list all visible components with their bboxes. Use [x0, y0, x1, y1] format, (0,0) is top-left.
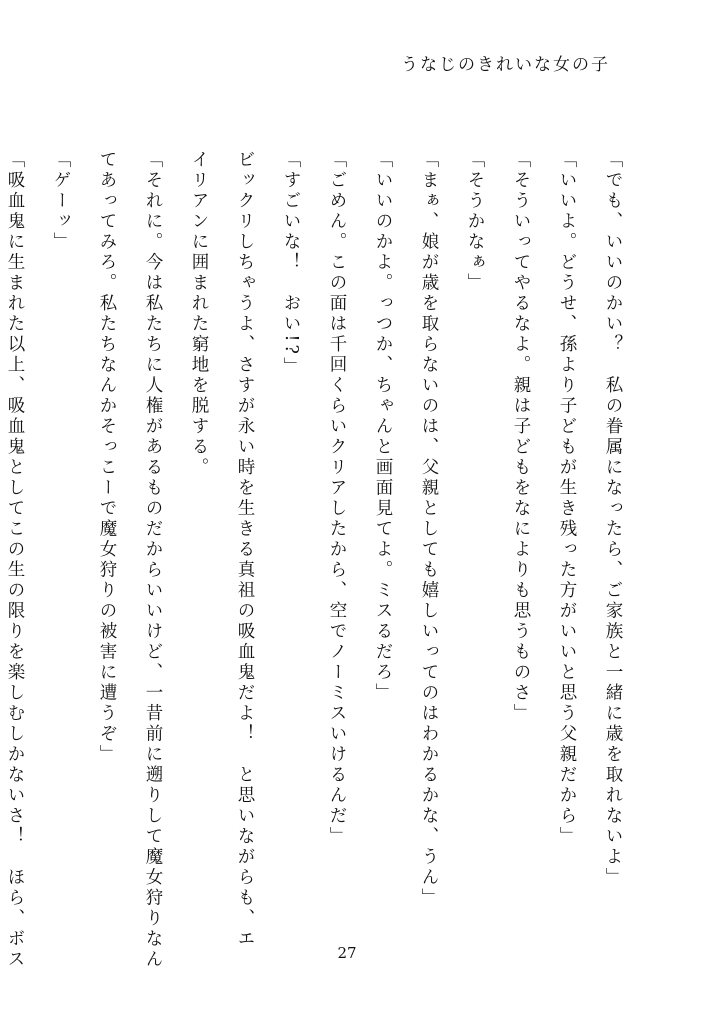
- text-line-6: 「いいのかよ。っつか、ちゃんと画面見てよ。ミスるだろ」: [373, 150, 393, 704]
- text-line-3: 「そういってやるなよ。親は子どもをなによりも思うものさ」: [511, 150, 531, 724]
- text-line-11: 「それに。今は私たちに人権があるものだからいいけど、一昔前に遡りして魔女狩りなん: [143, 150, 163, 970]
- text-line-1: 「でも、いいのかい？ 私の眷属になったら、ご家族と一緒に歳を取れないよ」: [603, 150, 623, 888]
- running-header-title: うなじのきれいな女の子: [401, 55, 610, 75]
- text-line-13: 「ゲーッ」: [51, 150, 71, 253]
- text-line-2: 「いいよ。どうせ、孫より子どもが生き残った方がいいと思う父親だから」: [557, 150, 577, 847]
- text-line-12: てあってみろ。私たちなんかそっこーで魔女狩りの被害に遭うぞ」: [97, 150, 117, 765]
- text-line-5: 「まぁ、娘が歳を取らないのは、父親としても嬉しいってのはわかるかな、うん」: [419, 150, 439, 909]
- text-line-8: 「すごいな！ おい!?」: [281, 150, 301, 378]
- text-line-7: 「ごめん。この面は千回くらいクリアしたから、空でノーミスいけるんだ」: [327, 150, 347, 847]
- page-number: 27: [337, 944, 357, 962]
- text-line-9: ビックリしちゃうよ、さすが永い時を生きる真祖の吸血鬼だよ！ と思いながらも、エ: [235, 150, 255, 950]
- text-line-10: イリアンに囲まれた窮地を脱する。: [189, 150, 209, 478]
- text-line-4: 「そうかなぁ」: [465, 150, 485, 294]
- text-line-14: 「吸血鬼に生まれた以上、吸血鬼としてこの生の限りを楽しむしかないさ！ ほら、ボス: [5, 150, 25, 970]
